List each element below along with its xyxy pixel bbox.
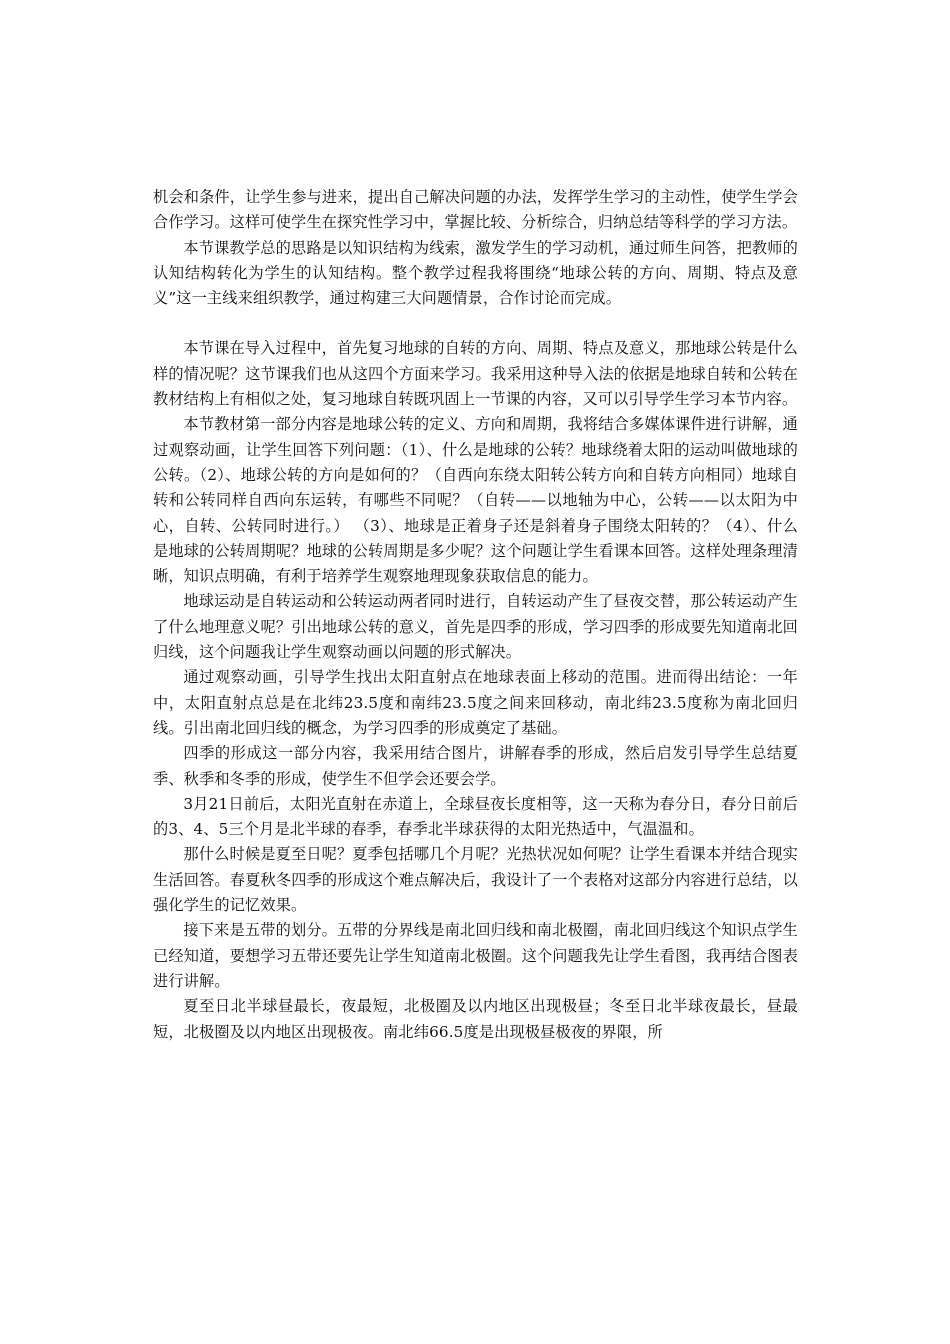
paragraph-8: 3月21日前后，太阳光直射在赤道上，全球昼夜长度相等，这一天称为春分日，春分日前后的3、4、5三个月是北半球的春季，春季北半球获得的太阳光热适中，气温温和。: [153, 794, 798, 839]
paragraph-2: 本节课教学总的思路是以知识结构为线索，激发学生的学习动机，通过师生问答，把教师的认知结构转化为学生的认知结构。整个教学过程我将围绕“地球公转的方向、周期、特点及意义”这一主线来组织教学，通过构建三大问题情景，合作讨论而完成。: [153, 238, 798, 308]
document-body: [153, 185, 798, 1045]
paragraph-11: 夏至日北半球昼最长，夜最短，北极圈及以内地区出现极昼；冬至日北半球夜最长，昼最短，北极圈及以内地区出现极夜。南北纬66.5度是出现极昼极夜的界限，所: [153, 997, 798, 1041]
paragraph-3: 本节课在导入过程中，首先复习地球的自转的方向、周期、特点及意义，那地球公转是什么样的情况呢？这节课我们也从这四个方面来学习。我采用这种导入法的依据是地球自转和公转在教材结构上有相似之处，复习地球自转既巩固上一节课的内容，又可以引导学生学习本节内容。: [153, 339, 798, 409]
paragraph-5: 地球运动是自转运动和公转运动两者同时进行，自转运动产生了昼夜交替，那公转运动产生了什么地理意义呢？引出地球公转的意义，首先是四季的形成，学习四季的形成要先知道南北回归线，这个问题我让学生观察动画以问题的形式解决。: [153, 592, 798, 662]
paragraph-4: 本节教材第一部分内容是地球公转的定义、方向和周期，我将结合多媒体课件进行讲解，通过观察动画，让学生回答下列问题：（1）、什么是地球的公转？地球绕着太阳的运动叫做地球的公转。（2）、地球公转的方向是如何的？（自西向东绕太阳转公转方向和自转方向相同）地球自转和公转同样自西向东运转，有哪些不同呢？（自转——以地轴为中心，公转——以太阳为中心，自转、公转同时进行。） （3）、地球是正着身子还是斜着身子围绕太阳转的？（4）、什么是地球的公转周期呢？地球的公转周期是多少呢？这个问题让学生看课本回答。这样处理条理清晰，知识点明确，有利于培养学生观察地理现象获取信息的能力。: [153, 415, 798, 586]
paragraph-10: 接下来是五带的划分。五带的分界线是南北回归线和南北极圈，南北回归线这个知识点学生已经知道，要想学习五带还要先让学生知道南北极圈。这个问题我先让学生看图，我再结合图表进行讲解。: [153, 921, 798, 990]
paragraph-1: 机会和条件，让学生参与进来，提出自己解决问题的办法，发挥学生学习的主动性，使学生学会合作学习。这样可使学生在探究性学习中，掌握比较、分析综合，归纳总结等科学的学习方法。: [153, 188, 798, 232]
paragraph-7: 四季的形成这一部分内容，我采用结合图片，讲解春季的形成，然后启发引导学生总结夏季、秋季和冬季的形成，使学生不但学会还要会学。: [153, 744, 798, 788]
paragraph-6: 通过观察动画，引导学生找出太阳直射点在地球表面上移动的范围。进而得出结论：一年中，太阳直射点总是在北纬23.5度和南纬23.5度之间来回移动，南北纬23.5度称为南北回归线。引出南北回归线的概念，为学习四季的形成奠定了基础。: [153, 668, 798, 737]
paragraph-9: 那什么时候是夏至日呢？夏季包括哪几个月呢？光热状况如何呢？让学生看课本并结合现实生活回答。春夏秋冬四季的形成这个难点解决后，我设计了一个表格对这部分内容进行总结，以强化学生的记忆效果。: [153, 845, 798, 915]
document-page: [153, 0, 798, 1344]
